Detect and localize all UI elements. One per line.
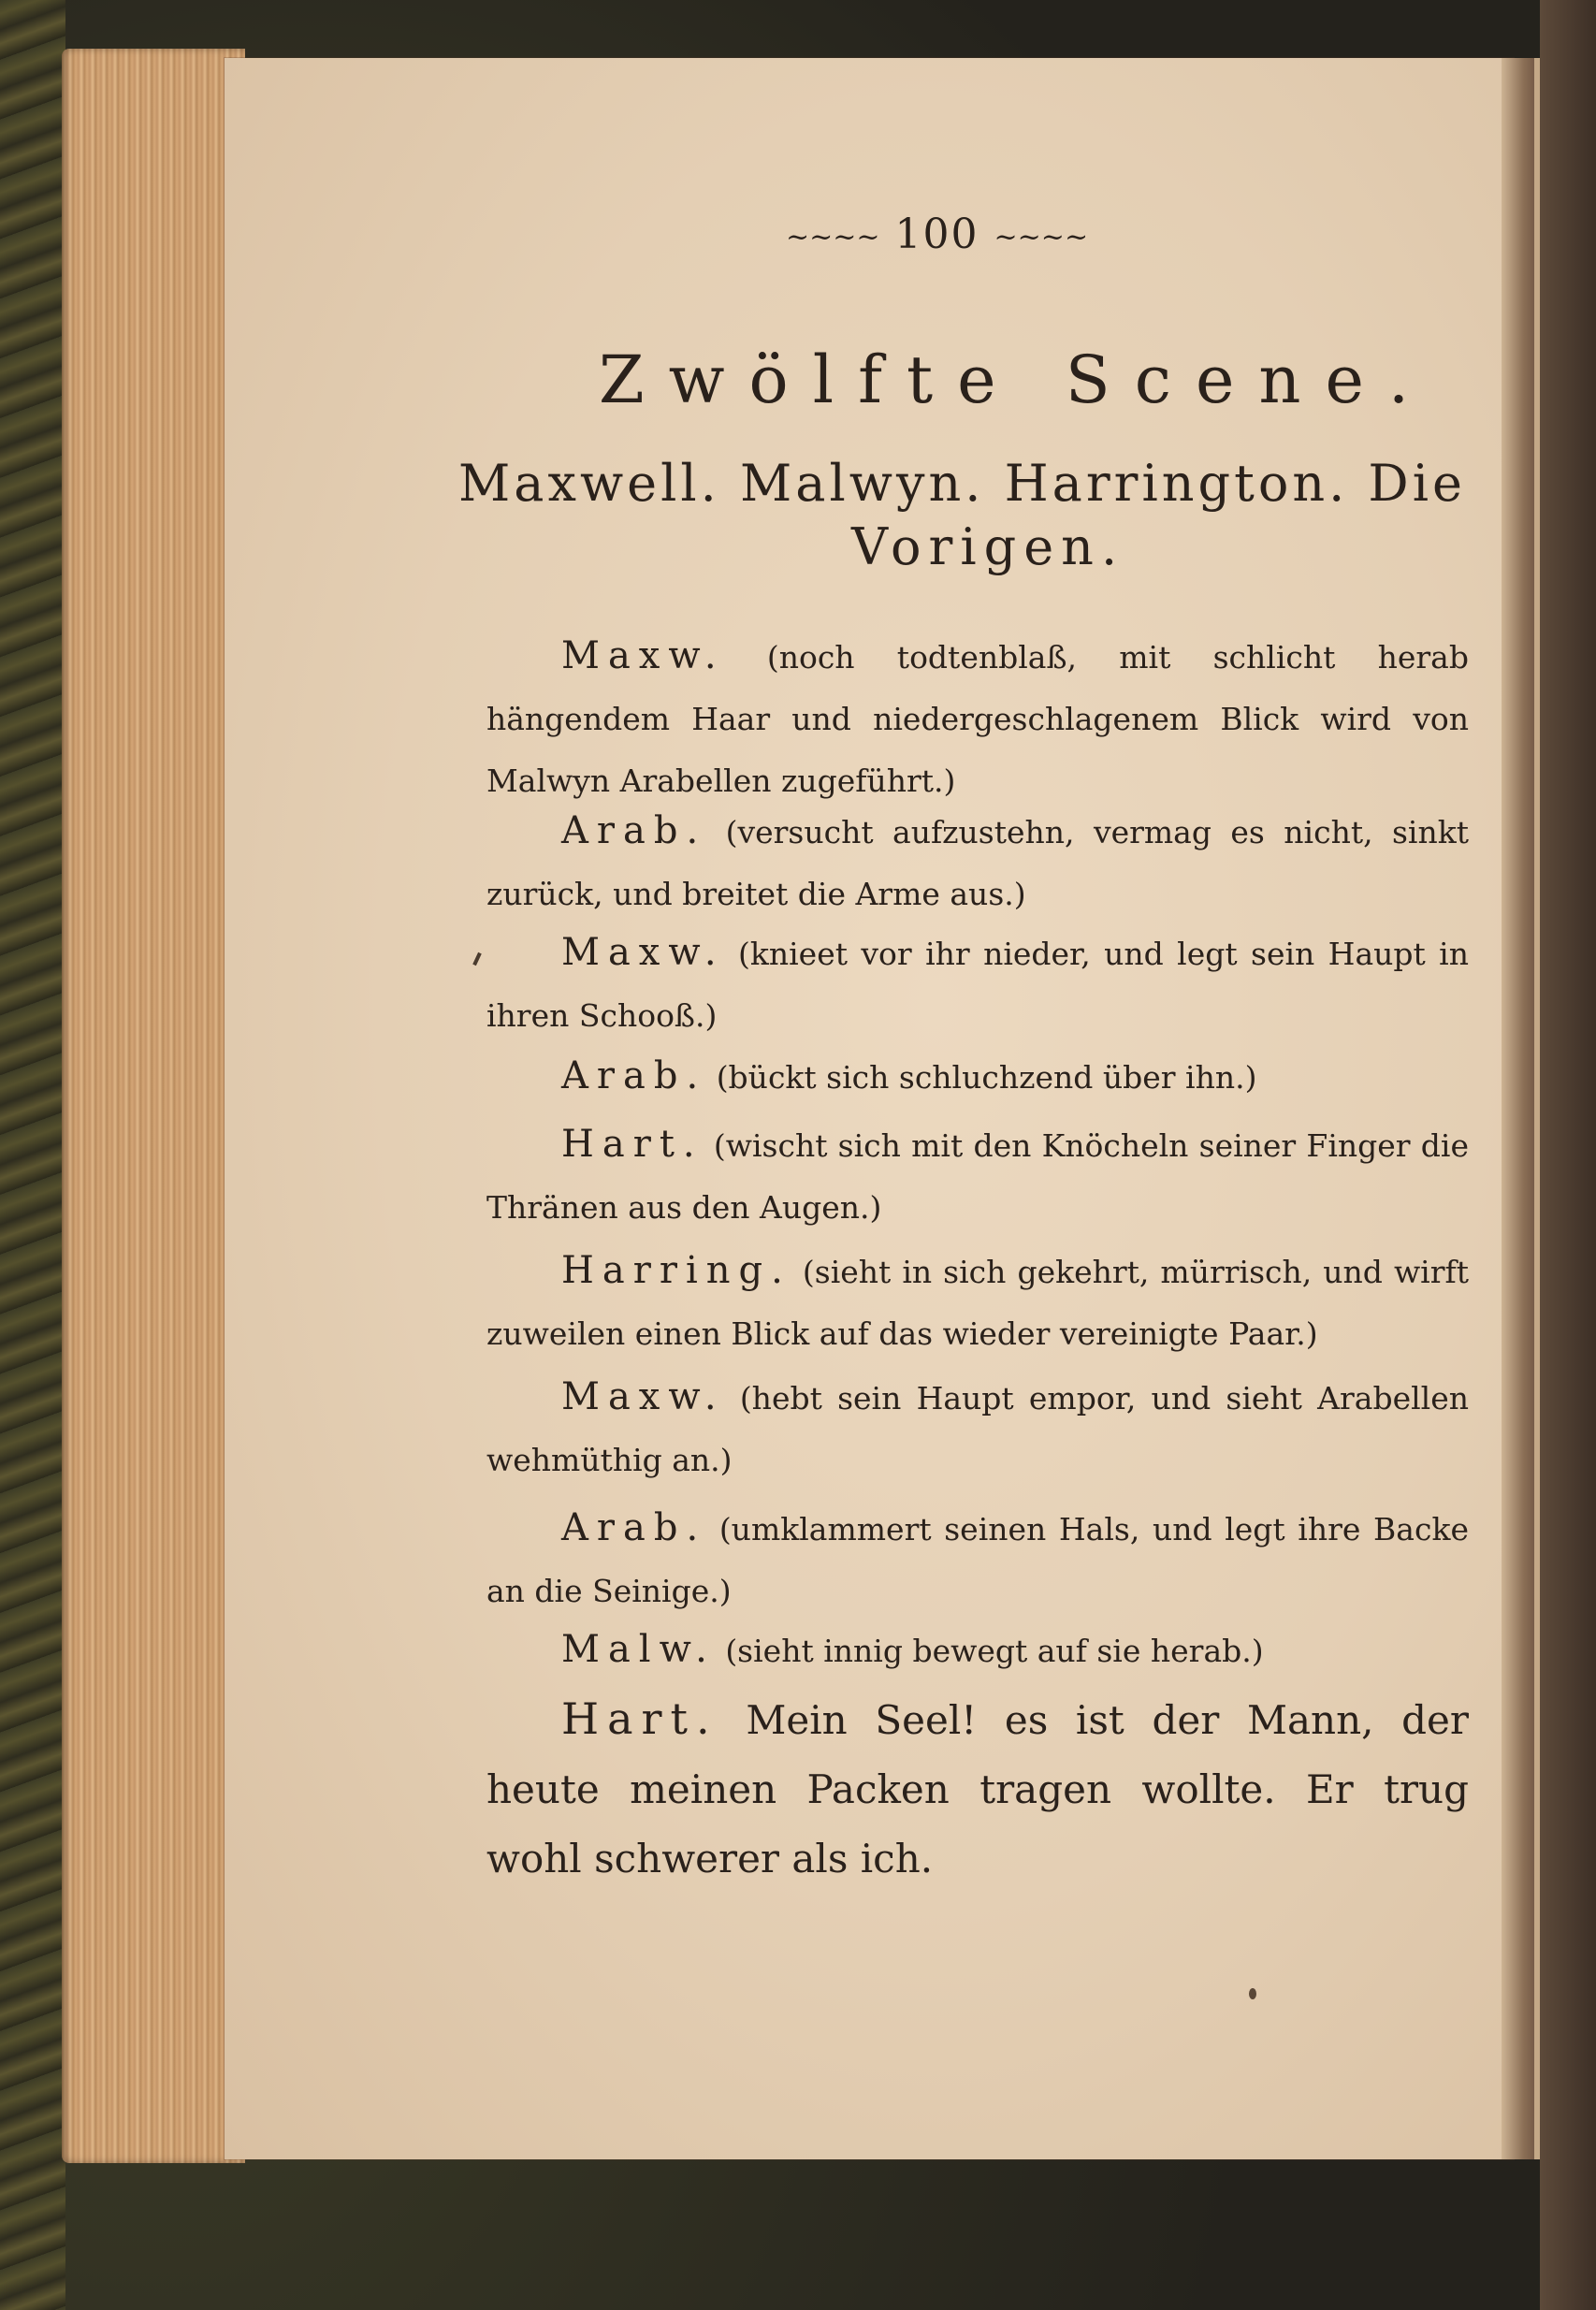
paragraph-text: (sieht in sich gekehrt, mürrisch, und wirft zuweilen einen Blick auf das wieder vereinigte Paar.) <box>486 1254 1469 1352</box>
speaker-name: Harring. <box>561 1249 791 1292</box>
speaker-name: Malw. <box>561 1628 716 1671</box>
paragraph-text: (noch todtenblaß, mit schlicht herab hängendem Haar und niedergeschlagenem Blick wird von Malwyn Arabellen zugeführt.) <box>486 639 1469 799</box>
book-gutter <box>1502 58 1539 2159</box>
stage-direction-paragraph <box>486 1113 1469 1239</box>
scene-title: Zwölfte Scene. <box>599 341 1434 418</box>
paragraph-text: (wischt sich mit den Knöcheln seiner Finger die Thränen aus den Augen.) <box>486 1127 1469 1226</box>
header-ornament-left: ~~~~ <box>786 221 880 254</box>
paragraph-text: (bückt sich schluchzend über ihn.) <box>716 1059 1257 1096</box>
ink-dot <box>1249 1988 1256 1999</box>
character-list-line-1: Maxwell. Malwyn. Harrington. Die <box>458 454 1466 513</box>
paragraph-text: Mein Seel! es ist der Mann, der heute meinen Packen tragen wollte. Er trug wohl schwerer als ich. <box>486 1697 1469 1881</box>
stage-direction-paragraph <box>486 800 1469 925</box>
character-list-line-2: Vorigen. <box>851 517 1125 576</box>
page-number: 100 <box>894 211 979 258</box>
speaker-name: Hart. <box>561 1693 718 1744</box>
speaker-name: Arab. <box>561 1054 707 1097</box>
paragraph-text: (hebt sein Haupt empor, und sieht Arabellen wehmüthig an.) <box>486 1380 1469 1478</box>
paragraph-text: (versucht aufzustehn, vermag es nicht, sinkt zurück, und breitet die Arme aus.) <box>486 814 1469 912</box>
speaker-name: Arab. <box>561 809 707 852</box>
stage-direction-paragraph <box>486 1619 1469 1682</box>
page-header <box>786 211 1088 258</box>
paragraph-text: (knieet vor ihr nieder, und legt sein Haupt in ihren Schooß.) <box>486 936 1469 1034</box>
book-cover-left <box>0 0 65 2310</box>
speaker-name: Maxw. <box>561 634 725 677</box>
book-cover-right <box>1540 0 1596 2310</box>
speaker-name: Maxw. <box>561 931 725 974</box>
header-ornament-right: ~~~~ <box>994 221 1089 254</box>
facing-page-edge <box>1534 58 1540 2159</box>
speaker-name: Maxw. <box>561 1375 725 1418</box>
stage-direction-paragraph <box>486 625 1469 812</box>
page-stack-edges <box>62 49 245 2163</box>
stage-direction-paragraph <box>486 1045 1469 1109</box>
stage-direction-paragraph <box>486 1366 1469 1491</box>
stage-direction-paragraph <box>486 1497 1469 1622</box>
stage-direction-paragraph <box>486 922 1469 1047</box>
speaker-name: Hart. <box>561 1123 704 1166</box>
stage-direction-paragraph <box>486 1240 1469 1365</box>
paragraph-text: (sieht innig bewegt auf sie herab.) <box>725 1633 1264 1669</box>
paragraph-text: (umklammert seinen Hals, und legt ihre Backe an die Seinige.) <box>486 1511 1469 1609</box>
dialogue-paragraph <box>486 1684 1469 1894</box>
speaker-name: Arab. <box>561 1506 707 1549</box>
